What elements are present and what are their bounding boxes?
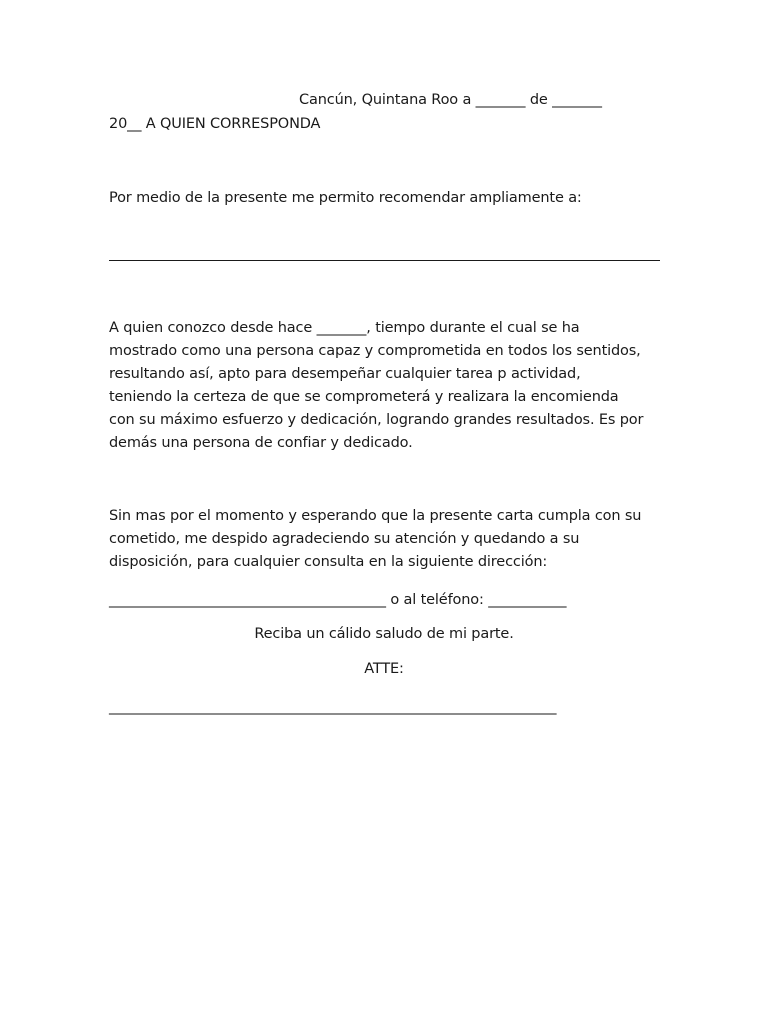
paragraph-line: mostrado como una persona capaz y comprometida en todos los sentidos,	[109, 343, 641, 359]
paragraph-line: teniendo la certeza de que se comprometerá y realizara la encomienda	[109, 389, 619, 405]
address-phone-blanks: _______________________________________ o al teléfono: ___________	[109, 592, 567, 608]
paragraph-farewell	[109, 505, 641, 574]
intro-sentence: Por medio de la presente me permito recomendar ampliamente a:	[109, 190, 582, 206]
paragraph-line: Sin mas por el momento y esperando que la presente carta cumpla con su	[109, 508, 642, 524]
paragraph-line: A quien conozco desde hace _______, tiempo durante el cual se ha	[109, 320, 580, 336]
paragraph-line: demás una persona de confiar y dedicado.	[109, 435, 413, 451]
paragraph-line: disposición, para cualquier consulta en la siguiente dirección:	[109, 554, 548, 570]
closing-atte: ATTE:	[364, 661, 404, 677]
paragraph-line: cometido, me despido agradeciendo su atención y quedando a su	[109, 531, 580, 547]
paragraph-line: resultando así, apto para desempeñar cualquier tarea p actividad,	[109, 366, 581, 382]
signature-blank-line: _______________________________________________________________	[109, 699, 557, 715]
paragraph-line: con su máximo esfuerzo y dedicación, logrando grandes resultados. Es por	[109, 412, 644, 428]
paragraph-acquaintance	[109, 317, 643, 455]
greeting-line: Reciba un cálido saludo de mi parte.	[254, 626, 514, 642]
recommended-name-blank-line	[109, 260, 660, 261]
place-date-line: Cancún, Quintana Roo a _______ de _______	[299, 92, 602, 108]
year-addressee-line: 20__ A QUIEN CORRESPONDA	[109, 116, 321, 132]
